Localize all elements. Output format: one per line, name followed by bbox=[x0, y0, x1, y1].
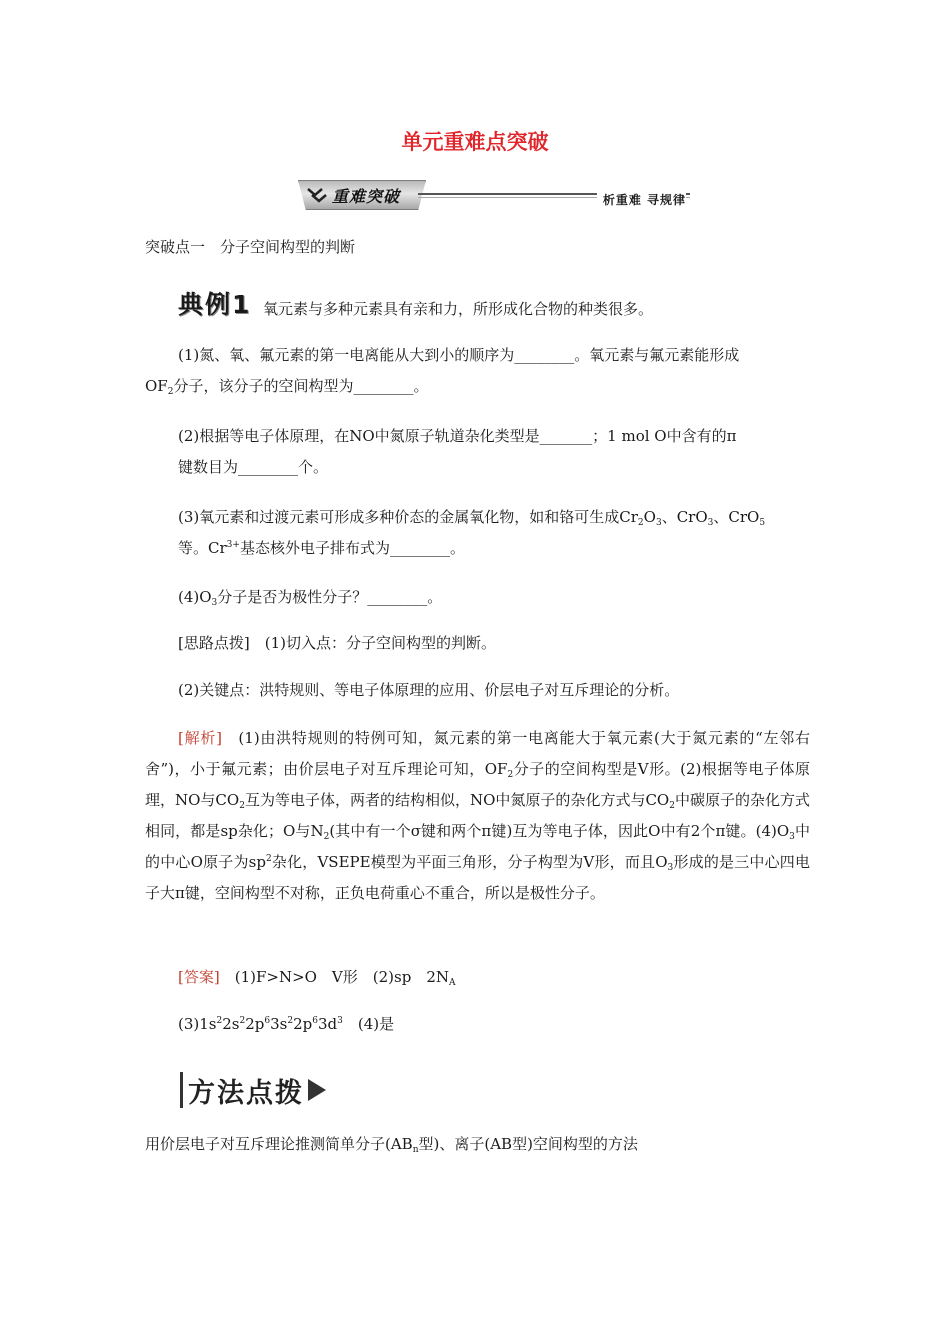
analysis-tag: [解析] bbox=[178, 729, 222, 747]
answer-tag: [答案] bbox=[178, 968, 220, 986]
section-heading: 突破点一 分子空间构型的判断 bbox=[145, 238, 356, 256]
example-badge: 典例1 bbox=[178, 290, 252, 319]
hint-line-1: [思路点拨] (1)切入点：分子空间构型的判断。 bbox=[178, 634, 496, 652]
method-heading: 方法点拨 bbox=[188, 1078, 304, 1109]
question-2: (2)根据等电子体原理，在NO中氮原子轨道杂化类型是_______；1 mol O中含有的π 键数目为________个。 bbox=[178, 427, 737, 476]
question-4: $(4)O_3$分子是否为极性分子？________。 bbox=[178, 588, 443, 608]
method-heading-bar bbox=[180, 1072, 183, 1108]
section-banner bbox=[298, 180, 690, 210]
example-intro: 氧元素与多种元素具有亲和力，所形成化合物的种类很多。 bbox=[263, 300, 654, 318]
question-1: (1)氮、氧、氟元素的第一电离能从大到小的顺序为________。氧元素与氟元素能形成 $OF_2$分子，该分子的空间构型为________。 bbox=[145, 346, 740, 397]
page-title: 单元重难点突破 bbox=[401, 130, 549, 154]
chevron-logo-icon bbox=[306, 185, 328, 203]
question-3: (3)氧元素和过渡元素可形成多种价态的金属氧化物，如和铬可生成$Cr_2O_3$、CrO$_3$、CrO$_5$ 等。$Cr^{3+}$基态核外电子排布式为________。 bbox=[178, 508, 766, 557]
answer-line-2: $(3)1s^22s^22p^63s^22p^63d^3$ (4)是 bbox=[178, 1015, 395, 1033]
banner-right-label: 析重难 寻规律 bbox=[597, 191, 686, 208]
method-line: 用价层电子对互斥理论推测简单分子($AB_n$型)、离子(AB型)空间构型的方法 bbox=[145, 1135, 638, 1155]
hint-line-2: (2)关键点：洪特规则、等电子体原理的应用、价层电子对互斥理论的分析。 bbox=[178, 681, 680, 699]
analysis-paragraph: [解析] (1)由洪特规则的特例可知，氮元素的第一电离能大于氧元素(大于氮元素的“左邻右舍”)，小于氟元素；由价层电子对互斥理论可知，$OF_2$分子的空间构型是V形。(2)根据等电子体原理，NO与$CO_2$互为等电子体，两者的结构相似，NO中氮原子的杂化方式与$CO_2$中碳原子的杂化方式相同，都是sp杂化；O与$N_2$(其中有一个σ键和两个π键)互为等电子体，因此O中有2个π键。$(4)O_3$中的中心O原子为$sp^2$杂化，VSEPE模型为平面三角形，分子构型为V形，而且$O_3$形成的是三中心四电子大π键，空间构型不对称，正负电荷重心不重合，所以是极性分子。 bbox=[145, 729, 810, 902]
banner-left-label: 重难突破 bbox=[332, 187, 401, 206]
play-arrow-icon bbox=[308, 1079, 326, 1101]
answer-line-1: [答案] (1)F>N>O V形 (2)sp $2N_A$ bbox=[178, 968, 456, 988]
